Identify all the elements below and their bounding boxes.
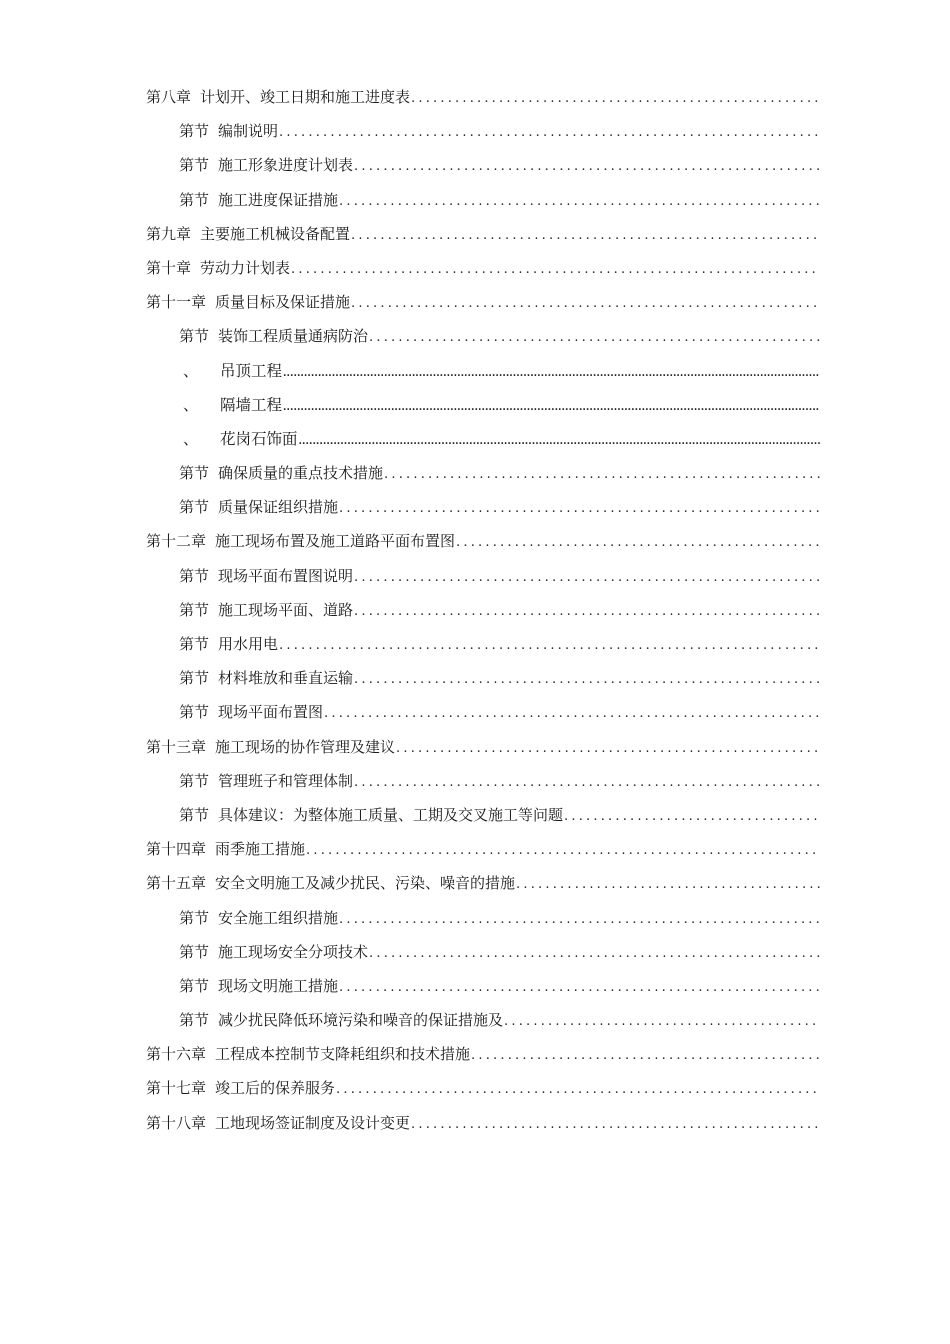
toc-entry[interactable] [146,730,820,764]
toc-entry-title: 隔墙工程 [220,395,283,414]
toc-entry[interactable] [146,1003,820,1037]
toc-entry-number: 第十七章 [146,1079,207,1098]
toc-dot-leader [299,425,820,459]
toc-entry[interactable] [146,559,820,593]
toc-entry-number: 第十四章 [146,840,207,859]
toc-dot-leader [306,834,820,868]
toc-dot-leader [354,663,820,697]
toc-dot-leader [354,766,820,800]
toc-entry-title: 吊顶工程 [220,361,283,380]
toc-entry[interactable] [146,935,820,969]
toc-entry[interactable] [146,1106,820,1140]
toc-dot-leader [291,253,820,287]
toc-entry-number: 第八章 [146,88,192,106]
toc-entry[interactable] [146,593,820,627]
toc-entry[interactable] [146,798,820,832]
toc-entry-number: 第节 [179,1011,210,1030]
toc-entry-number: 第节 [179,327,210,346]
toc-dot-leader [354,150,820,184]
toc-entry-title: 施工现场的协作管理及建议 [215,737,396,756]
toc-dot-leader [396,732,820,766]
toc-entry[interactable] [146,80,820,114]
toc-dot-leader [351,219,820,253]
toc-entry-number: 第十一章 [146,293,207,312]
toc-entry-title: 雨季施工措施 [215,840,306,859]
toc-entry[interactable] [146,1037,820,1071]
toc-entry[interactable] [146,1071,820,1105]
toc-entry-title: 现场平面布置图 [218,703,324,722]
toc-entry-number: 第节 [179,156,210,175]
toc-entry-title: 施工形象进度计划表 [218,156,354,175]
toc-dot-leader [354,595,820,629]
toc-entry[interactable] [146,422,820,456]
toc-entry[interactable] [146,695,820,729]
toc-entry-title: 编制说明 [218,122,279,141]
toc-entry-title: 安全文明施工及减少扰民、污染、噪音的措施 [215,874,516,893]
toc-entry-number: 、 [183,395,199,414]
toc-entry-number: 第节 [179,635,210,653]
toc-dot-leader [283,391,820,425]
toc-dot-leader [354,561,820,595]
toc-entry[interactable] [146,354,820,388]
toc-entry-title: 现场文明施工措施 [218,976,339,995]
toc-entry-number: 第节 [179,122,210,141]
toc-entry-title: 减少扰民降低环境污染和噪音的保证措施及 [218,1011,504,1030]
toc-entry-title: 施工进度保证措施 [218,190,339,209]
toc-entry-number: 第节 [179,566,210,585]
toc-entry-title: 工程成本控制节支降耗组织和技术措施 [215,1045,471,1064]
toc-entry[interactable] [146,183,820,217]
toc-entry-number: 第节 [179,669,210,688]
table-of-contents [146,80,820,1140]
toc-entry-number: 第十八章 [146,1113,207,1132]
toc-entry-number: 第十章 [146,258,192,277]
toc-entry-title: 材料堆放和垂直运输 [218,669,354,688]
toc-entry-title: 质量保证组织措施 [218,498,339,517]
toc-entry-number: 第十二章 [146,532,207,551]
toc-entry-number: 第节 [179,771,210,790]
toc-entry[interactable] [146,524,820,558]
toc-entry[interactable] [146,285,820,319]
toc-dot-leader [283,357,820,391]
toc-dot-leader [504,1005,820,1039]
toc-dot-leader [564,800,820,834]
toc-dot-leader [339,903,820,937]
toc-entry-title: 劳动力计划表 [200,258,291,277]
toc-entry-title: 施工现场布置及施工道路平面布置图 [215,532,456,551]
toc-entry[interactable] [146,456,820,490]
toc-entry[interactable] [146,490,820,524]
toc-entry[interactable] [146,866,820,900]
toc-entry-title: 现场平面布置图说明 [218,566,354,585]
toc-dot-leader [339,185,820,219]
toc-entry[interactable] [146,148,820,182]
toc-dot-leader [339,492,820,526]
toc-entry-title: 竣工后的保养服务 [215,1079,336,1098]
toc-entry[interactable] [146,114,820,148]
toc-entry-title: 管理班子和管理体制 [218,771,354,790]
toc-dot-leader [471,1039,820,1073]
toc-entry[interactable] [146,251,820,285]
toc-entry-title: 安全施工组织措施 [218,908,339,927]
toc-entry-title: 工地现场签证制度及设计变更 [215,1113,411,1132]
toc-entry[interactable] [146,217,820,251]
toc-dot-leader [324,697,820,731]
toc-entry-number: 第十六章 [146,1045,207,1064]
toc-entry-number: 第十五章 [146,874,207,893]
toc-entry[interactable] [146,832,820,866]
toc-dot-leader [369,321,820,355]
toc-entry-number: 第节 [179,498,210,517]
toc-entry-number: 第节 [179,600,210,619]
toc-dot-leader [516,868,820,902]
toc-dot-leader [339,971,820,1005]
toc-entry-number: 第节 [179,942,210,961]
toc-dot-leader [411,1108,820,1142]
toc-entry[interactable] [146,319,820,353]
toc-entry[interactable] [146,764,820,798]
toc-entry-number: 第节 [179,190,210,209]
toc-entry-number: 第节 [179,976,210,995]
toc-dot-leader [384,458,820,492]
toc-entry[interactable] [146,627,820,661]
toc-entry[interactable] [146,661,820,695]
toc-entry-number: 第节 [179,703,210,722]
toc-dot-leader [456,526,820,560]
toc-entry[interactable] [146,388,820,422]
toc-entry-number: 第九章 [146,224,192,243]
toc-entry-number: 第节 [179,464,210,483]
toc-dot-leader [279,116,820,150]
toc-dot-leader [369,937,820,971]
toc-entry-number: 、 [183,361,199,380]
toc-entry-title: 确保质量的重点技术措施 [218,464,384,483]
toc-dot-leader [411,82,820,116]
toc-entry-title: 用水用电 [218,635,279,653]
toc-entry-number: 、 [183,429,199,448]
toc-entry[interactable] [146,901,820,935]
toc-entry-title: 计划开、竣工日期和施工进度表 [200,88,411,106]
toc-entry-title: 花岗石饰面 [220,429,298,448]
toc-entry-number: 第节 [179,908,210,927]
toc-entry-title: 施工现场安全分项技术 [218,942,369,961]
toc-entry[interactable] [146,969,820,1003]
toc-entry-title: 具体建议：为整体施工质量、工期及交叉施工等问题 [218,805,564,824]
toc-dot-leader [336,1073,820,1107]
toc-dot-leader [279,629,820,663]
toc-entry-title: 质量目标及保证措施 [215,293,351,312]
toc-entry-number: 第节 [179,805,210,824]
toc-entry-number: 第十三章 [146,737,207,756]
toc-entry-title: 主要施工机械设备配置 [200,224,351,243]
toc-entry-title: 装饰工程质量通病防治 [218,327,369,346]
toc-entry-title: 施工现场平面、道路 [218,600,354,619]
toc-dot-leader [351,287,820,321]
